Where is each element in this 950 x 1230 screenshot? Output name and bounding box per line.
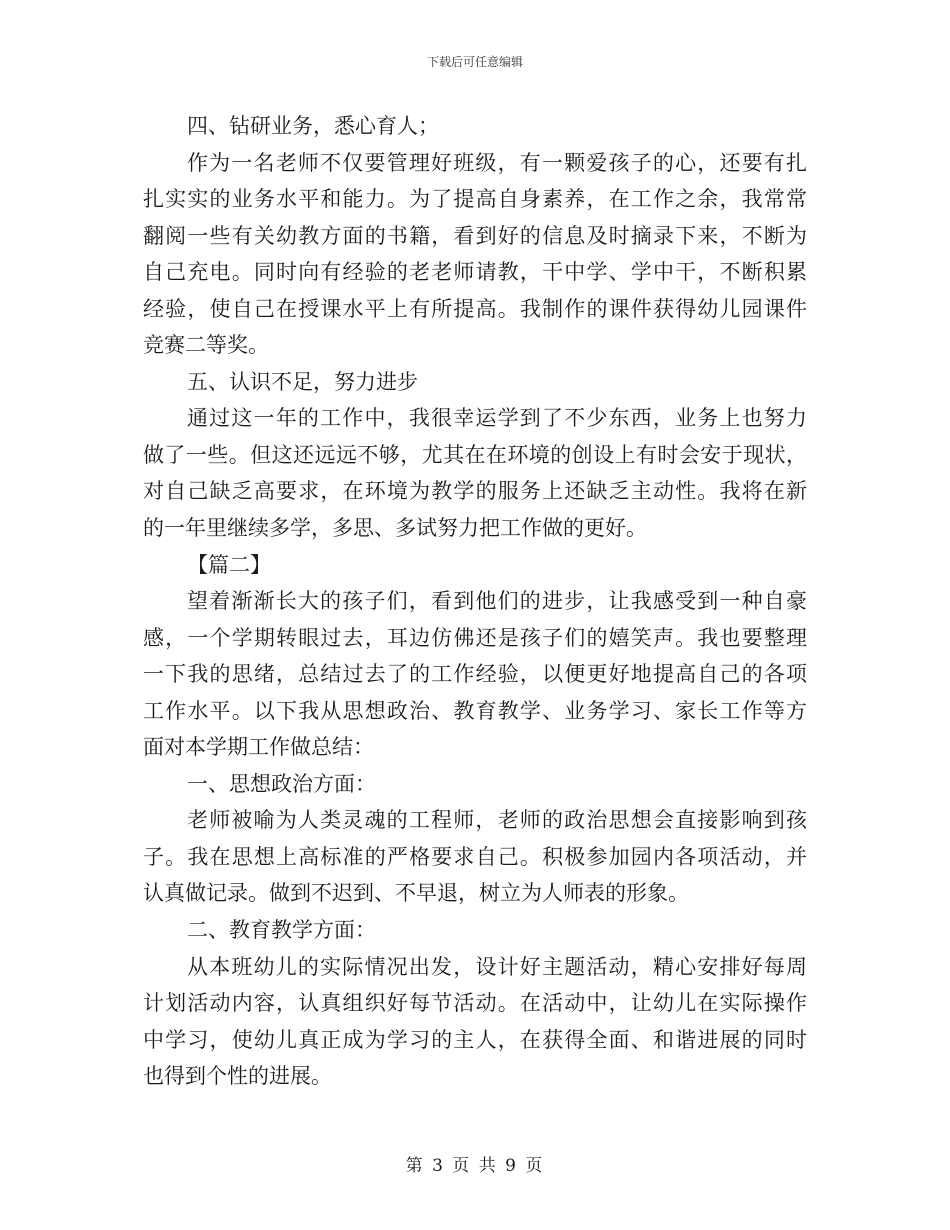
text-line: 从本班幼儿的实际情况出发，设计好主题活动，精心安排好每周 (187, 954, 807, 979)
text-line: 翻阅一些有关幼教方面的书籍，看到好的信息及时摘录下来，不断为 (143, 223, 807, 248)
page-header: 下载后可任意编辑 (426, 55, 523, 69)
text-line: 工作水平。以下我从思想政治、教育教学、业务学习、家长工作等方 (143, 698, 807, 723)
text-line: 竞赛二等奖。 (143, 333, 269, 358)
text-line: 经验，使自己在授课水平上有所提高。我制作的课件获得幼儿园课件 (143, 296, 807, 321)
text-line: 作为一名老师不仅要管理好班级，有一颗爱孩子的心，还要有扎 (187, 150, 807, 175)
text-line: 感，一个学期转眼过去，耳边仿佛还是孩子们的嬉笑声。我也要整理 (143, 625, 807, 650)
text-line: 计划活动内容，认真组织好每节活动。在活动中，让幼儿在实际操作 (143, 991, 807, 1016)
text-line: 对自己缺乏高要求，在环境为教学的服务上还缺乏主动性。我将在新 (143, 479, 807, 504)
text-line: 做了一些。但这还远远不够，尤其在在环境的创设上有时会安于现状， (143, 442, 807, 467)
text-line: 一、思想政治方面： (187, 771, 376, 796)
text-line: 通过这一年的工作中，我很幸运学到了不少东西，业务上也努力 (187, 406, 807, 431)
text-line: 认真做记录。做到不迟到、不早退，树立为人师表的形象。 (143, 881, 689, 906)
text-line: 五、认识不足，努力进步 (187, 369, 418, 394)
text-line: 中学习，使幼儿真正成为学习的主人，在获得全面、和谐进展的同时 (143, 1027, 807, 1052)
text-line: 自己充电。同时向有经验的老老师请教，干中学、学中干，不断积累 (143, 260, 807, 285)
text-line: 四、钻研业务，悉心育人； (187, 114, 439, 138)
document-body (143, 108, 807, 1095)
text-line: 子。我在思想上高标准的严格要求自己。积极参加园内各项活动，并 (143, 844, 807, 869)
text-line: 扎实实的业务水平和能力。为了提高自身素养，在工作之余，我常常 (143, 187, 807, 212)
text-line: 面对本学期工作做总结： (143, 735, 374, 760)
text-line: 二、教育教学方面： (187, 918, 376, 943)
text-line: 的一年里继续多学，多思、多试努力把工作做的更好。 (143, 516, 647, 541)
text-line: 一下我的思绪，总结过去了的工作经验，以便更好地提高自己的各项 (143, 662, 807, 687)
text-line: 也得到个性的进展。 (143, 1064, 332, 1089)
text-line: 老师被喻为人类灵魂的工程师，老师的政治思想会直接影响到孩 (187, 808, 807, 833)
text-line: 【篇二】 (187, 552, 271, 577)
text-line: 望着渐渐长大的孩子们，看到他们的进步，让我感受到一种自豪 (187, 589, 807, 614)
page-number: 第 3 页 共 9 页 (405, 1156, 545, 1176)
